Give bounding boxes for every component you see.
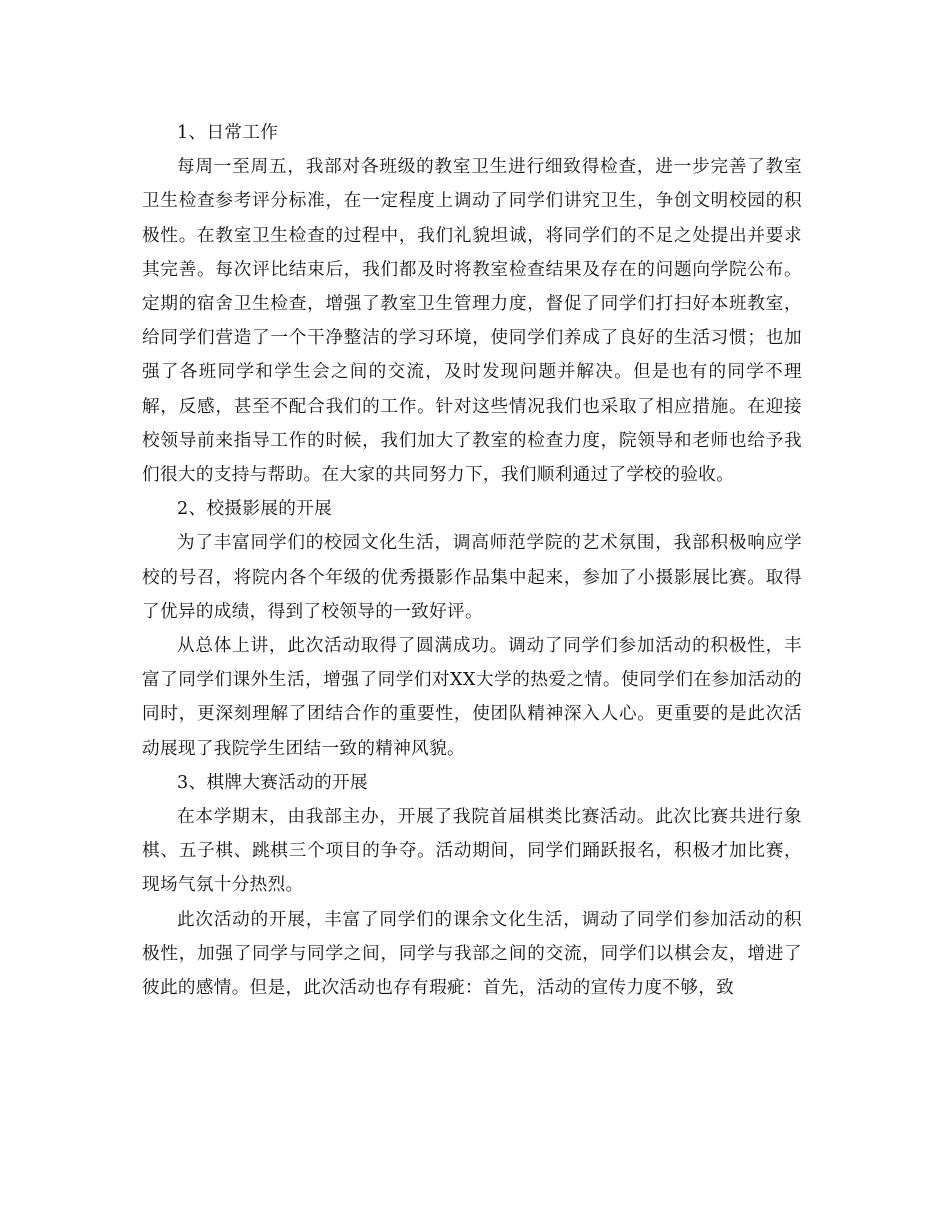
paragraph-daily-work: 每周一至周五，我部对各班级的教室卫生进行细致得检查，进一步完善了教室卫生检查参考评分标准，在一定程度上调动了同学们讲究卫生，争创文明校园的积极性。在教室卫生检查的过程中，我们礼貌坦诚，将同学们的不足之处提出并要求其完善。每次评比结束后，我们都及时将教室检查结果及存在的问题向学院公布。定期的宿舍卫生检查，增强了教室卫生管理力度，督促了同学们打扫好本班教室，给同学们营造了一个干净整洁的学习环境，使同学们养成了良好的生活习惯；也加强了各班同学和学生会之间的交流，及时发现问题并解决。但是也有的同学不理解，反感，甚至不配合我们的工作。针对这些情况我们也采取了相应措施。在迎接校领导前来指导工作的时候，我们加大了教室的检查力度，院领导和老师也给予我们很大的支持与帮助。在大家的共同努力下，我们顺利通过了学校的验收。 [142,157,802,486]
paragraph-chess-contest-summary: 此次活动的开展，丰富了同学们的课余文化生活，调动了同学们参加活动的积极性，加强了同学与同学之间，同学与我部之间的交流，同学们以棋会友，增进了彼此的感情。但是，此次活动也存有瑕疵：首先，活动的宣传力度不够，致 [142,909,802,999]
section-heading-chess-contest: 3、棋牌大赛活动的开展 [177,772,368,793]
paragraph-photo-exhibition: 为了丰富同学们的校园文化生活，调高师范学院的艺术氛围，我部积极响应学校的号召，将院内各个年级的优秀摄影作品集中起来，参加了小摄影展比赛。取得了优异的成绩，得到了校领导的一致好评。 [142,533,802,622]
paragraph-photo-exhibition-summary: 从总体上讲，此次活动取得了圆满成功。调动了同学们参加活动的积极性，丰富了同学们课外生活，增强了同学们对XX大学的热爱之情。使同学们在参加活动的同时，更深刻理解了团结合作的重要性，使团队精神深入人心。更重要的是此次活动展现了我院学生团结一致的精神风貌。 [142,636,802,759]
paragraph-chess-contest: 在本学期末，由我部主办，开展了我院首届棋类比赛活动。此次比赛共进行象棋、五子棋、跳棋三个项目的争夺。活动期间，同学们踊跃报名，积极才加比赛，现场气氛十分热烈。 [142,807,802,896]
section-heading-photo-exhibition: 2、校摄影展的开展 [177,499,333,520]
section-heading-daily-work: 1、日常工作 [177,123,279,143]
document-body [142,116,802,1005]
